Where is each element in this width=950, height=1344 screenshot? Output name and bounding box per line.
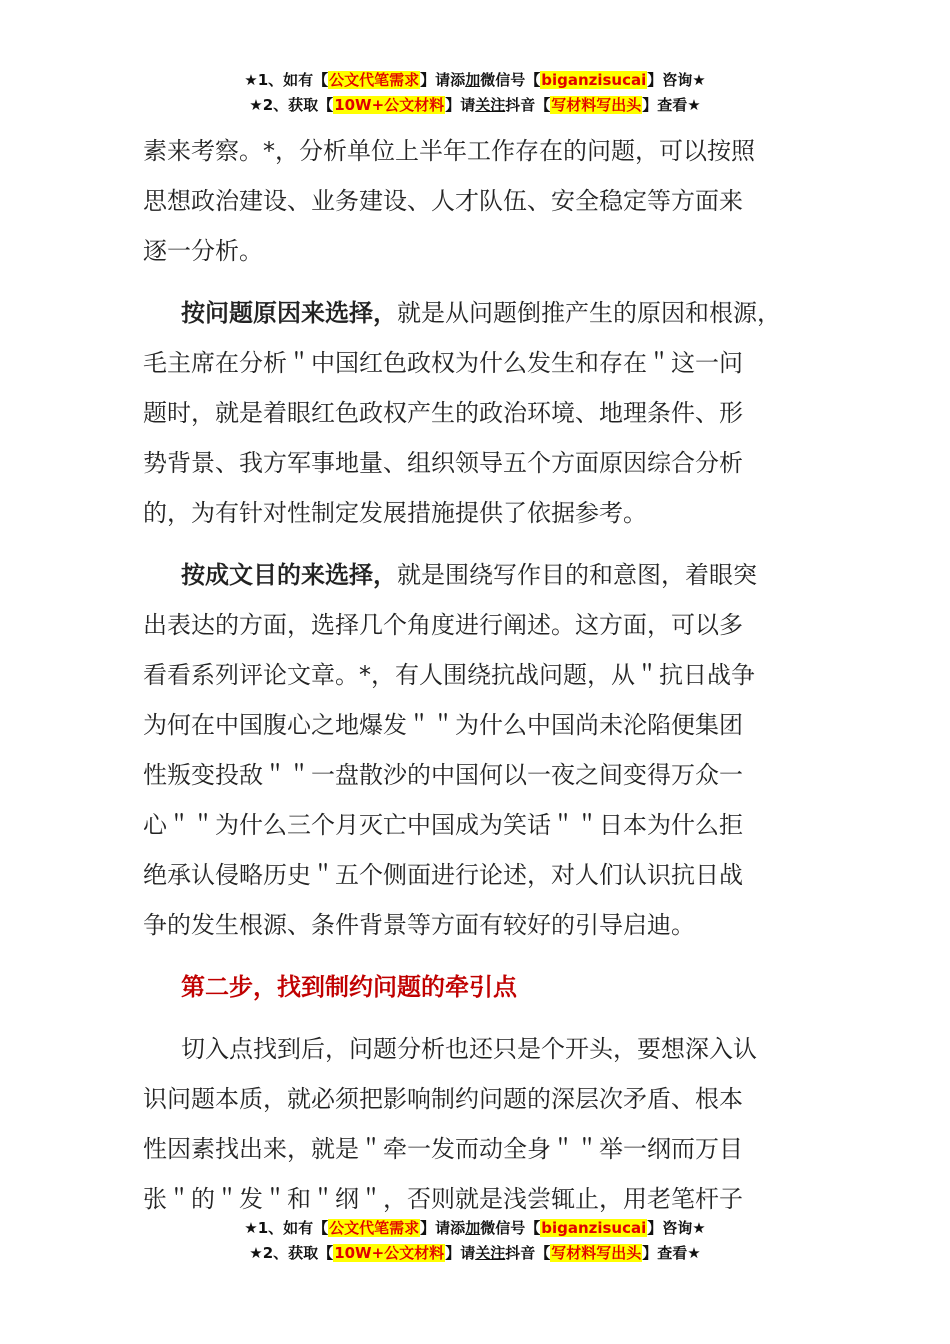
text-line: 逐一分析。 [143, 237, 263, 265]
text-line: 性因素找出来，就是＂牵一发而动全身＂＂举一纲而万目 [143, 1135, 743, 1163]
paragraph-lead: 按问题原因来选择， [181, 299, 397, 327]
banner-text: 】查看★ [642, 1244, 701, 1262]
banner-line-2 [0, 93, 950, 118]
paragraph-lead: 按成文目的来选择， [181, 561, 397, 589]
text-line: 绝承认侵略历史＂五个侧面进行论述，对人们认识抗日战 [143, 861, 743, 889]
text-run: 就是围绕写作目的和意图，着眼突 [397, 561, 757, 589]
banner-highlight: 公文代笔需求 [329, 1219, 420, 1237]
banner-text: ★2、获取【 [249, 96, 334, 114]
banner-highlight: 公文代笔需求 [329, 71, 420, 89]
text-line [143, 288, 823, 338]
banner-highlight: 写材料写出头 [551, 1244, 642, 1262]
banner-text: 】咨询★ [647, 71, 706, 89]
text-line: 出表达的方面，选择几个角度进行阐述。这方面，可以多 [143, 611, 743, 639]
text-line [143, 550, 823, 600]
banner-text: 微信号【 [480, 71, 541, 89]
banner-highlight: 10W+公文材料 [334, 1244, 445, 1262]
banner-text: 】咨询★ [647, 1219, 706, 1237]
text-line: 争的发生根源、条件背景等方面有较好的引导启迪。 [143, 911, 695, 939]
text-line: 心＂＂为什么三个月灭亡中国成为笑话＂＂日本为什么拒 [143, 811, 743, 839]
paragraph-3 [143, 550, 823, 950]
header-banner [0, 68, 950, 118]
document-body [143, 126, 823, 1224]
banner-highlight: biganzisucai [541, 71, 647, 89]
text-line: 素来考察。*，分析单位上半年工作存在的问题，可以按照 [143, 137, 755, 165]
section-heading: 第二步，找到制约问题的牵引点 [181, 973, 517, 1001]
banner-text: ★2、获取【 [249, 1244, 334, 1262]
text-line: 势背景、我方军事地量、组织领导五个方面原因综合分析 [143, 449, 743, 477]
text-line: 张＂的＂发＂和＂纲＂，否则就是浅尝辄止，用老笔杆子 [143, 1185, 743, 1213]
text-line: 性叛变投敌＂＂一盘散沙的中国何以一夜之间变得万众一 [143, 761, 743, 789]
banner-text: 抖音【 [505, 96, 551, 114]
paragraph-1 [143, 126, 823, 276]
banner-text: 微信号【 [480, 1219, 541, 1237]
banner-text: 】请 [445, 96, 476, 114]
text-line: 毛主席在分析＂中国红色政权为什么发生和存在＂这一问 [143, 349, 743, 377]
text-line: 识问题本质，就必须把影响制约问题的深层次矛盾、根本 [143, 1085, 743, 1113]
text-run: 就是从问题倒推产生的原因和根源， [397, 299, 781, 327]
banner-underlined: 加 [465, 71, 481, 89]
banner-underlined: 加 [465, 1219, 481, 1237]
banner-line-1 [0, 68, 950, 93]
banner-underlined: 关注 [475, 1244, 506, 1262]
text-line: 为何在中国腹心之地爆发＂＂为什么中国尚未沦陷便集团 [143, 711, 743, 739]
banner-highlight: 写材料写出头 [551, 96, 642, 114]
banner-text: ★1、如有【 [244, 1219, 329, 1237]
banner-text: 】查看★ [642, 96, 701, 114]
banner-text: 添 [450, 71, 466, 89]
paragraph-2 [143, 288, 823, 538]
banner-text: 】请 [420, 71, 451, 89]
banner-text: ★1、如有【 [244, 71, 329, 89]
text-line: 切入点找到后，问题分析也还只是个开头，要想深入认 [181, 1035, 757, 1063]
banner-text: 抖音【 [505, 1244, 551, 1262]
banner-text: 】请 [445, 1244, 476, 1262]
banner-highlight: biganzisucai [541, 1219, 647, 1237]
banner-highlight: 10W+公文材料 [334, 96, 445, 114]
text-line: 看看系列评论文章。*，有人围绕抗战问题，从＂抗日战争 [143, 661, 755, 689]
banner-underlined: 关注 [475, 96, 506, 114]
banner-text: 】请 [420, 1219, 451, 1237]
banner-line-1 [0, 1216, 950, 1241]
text-line: 题时，就是着眼红色政权产生的政治环境、地理条件、形 [143, 399, 743, 427]
text-line: 思想政治建设、业务建设、人才队伍、安全稳定等方面来 [143, 187, 743, 215]
footer-banner [0, 1216, 950, 1266]
paragraph-4 [143, 1024, 823, 1224]
banner-line-2 [0, 1241, 950, 1266]
text-line: 的，为有针对性制定发展措施提供了依据参考。 [143, 499, 647, 527]
banner-text: 添 [450, 1219, 466, 1237]
